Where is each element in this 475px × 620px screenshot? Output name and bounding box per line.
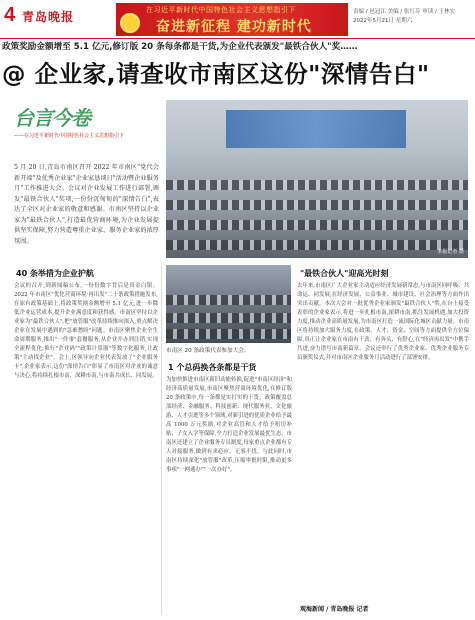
audience-row	[166, 220, 468, 230]
right-column-heading: "最铁合伙人"迎高光时刻	[300, 269, 389, 278]
editor-credits: 责编 / 邑冠江 美编 / 张红芬 审读 / 王林宏	[353, 9, 456, 15]
main-headline: @ 企业家,请查收市南区这份"深情告白"	[2, 60, 430, 88]
sub-headline: 政策奖励金额增至 5.1 亿元,修订版 20 条每条都是干货,为企业代表颁发"最铁合伙人"奖……	[2, 42, 358, 52]
audience-row	[166, 240, 468, 250]
right-column-body: 去年来,市南区广大企业家主动适应经济发展新常态,与市南区同呼吸、共命运、同发展,在经济发展、公益事业、城市建设、社会治理等方面作出突出贡献。本次大会对一批优秀企业家颁发"最铁合伙人"奖,在台上接受表彰的企业家表示,将进一步扎根市南,深耕市南,抓住发展机遇,加大投资力度,推动企业高质量发展,为市南区打造一流国际化城区贡献力量。市南区将持续加大服务力度,在政策、人才、资金、空间等方面提供全方位保障,真正让企业家在市南有干劲、有奔头、有舒心,在"经济再出发"中携手共进,奋力谱写市南新篇章。会议还举行了优秀企业家、优秀企业服务专员颁奖仪式,并对市南区企业服务月活动进行了部署安排。	[297, 283, 469, 361]
audience-row	[166, 180, 468, 190]
page-header	[0, 0, 475, 38]
middle-column-heading: 1 个总码换各条都是干货	[168, 363, 257, 372]
party-emblem-icon	[120, 13, 140, 33]
middle-column-body: 为加快推进市南区新旧动能转换,促进"市南区经济"和经济高质量发展,市南区聚焦营商环境优化,在修订版 20 条政策中,每一条都是实打实的干货。政策覆盖总部经济、金融服务、科技创新、现代服务业、文化旅游、人才引进等多个领域,对新引进的优质企业给予最高 1000 万元奖励,对企业高管和人才给予租房补贴、子女入学等保障,全力打造企业发展最优生态。市南区还建立了企业服务专员制度,每家重点企业都有专人对接服务,做到有求必应、无事不扰。与此同时,市南区持续深化"放管服"改革,压缩审批时限,推动更多事项"一网通办""一次办好"。	[166, 377, 292, 473]
photo-caption: 市南区 20 条政策代表参加大会。	[166, 348, 250, 354]
banner-title: 奋进新征程 建功新时代	[156, 19, 312, 35]
issue-date: 2022年5月21日 星期六	[353, 18, 413, 24]
photo-credit: 本报记者 摄	[437, 249, 464, 255]
secondary-photo	[166, 265, 291, 343]
editor-info	[353, 8, 455, 26]
header-divider	[0, 38, 475, 39]
banner	[116, 3, 348, 36]
byline: 观海新闻 / 青岛晚报 记者	[300, 606, 369, 613]
main-photo	[166, 100, 468, 258]
audience-row	[166, 200, 468, 210]
audience-row	[166, 329, 291, 339]
paper-name: 青岛晚报	[22, 10, 75, 24]
section-logo-subtitle: ——在习近平新时代中国特色社会主义思想指引下	[14, 133, 125, 139]
lede-paragraph: 5 月 20 日,青岛市南区召开 2022 年市南区"党代会新开端"及优秀企业家"企业家恳谈日"活动暨企业服务月"工作推进大会。会议对企业发展工作进行部署,颁发"最铁合伙人"奖项,一份份沉甸甸的"深情告白",表达了全区对企业家的敬意和感谢。市南区坚持以企业家为"最铁合伙人",打造最优营商环境,为企业发展提供坚实保障,努力营造尊重企业家、服务企业家的浓厚氛围。	[14, 164, 159, 245]
stage-screen	[226, 110, 406, 148]
audience-row	[166, 313, 291, 323]
left-column-body: 会议的召开,到新闻稿公布,一份份数字背后是真金白银。2022 年市南区"优化营商环境·再出发"二十条政策措施发布,在原有政策基础上,将政策奖励金额增至 5.1 亿元,进一步降低企业运营成本,提升企业满意度和获得感。市南区坚持以企业家为"最铁合伙人",把"放管服"改革持续推向深入,重点解决企业在发展中遇到的"急难愁盼"问题。市南区聚焦企业全生命周期服务,推出"一件事"套餐服务,从企业开办到注销,实现全流程优化;推行"企业码""政策计算器"等数字化服务,让政策"主动找企业"。会上,区领导向企业代表发放了"企业服务卡",企业家表示,这份"深情告白"彰显了市南区对企业的诚意与决心,将持续扎根市南、深耕市南,与市南共成长、同发展。	[14, 283, 158, 379]
audience-row	[166, 295, 291, 305]
column-divider	[161, 265, 162, 615]
section-logo-title: 台言今卷	[14, 106, 90, 130]
page-number: 4	[4, 4, 16, 26]
left-column-heading: 40 条举措为企业护航	[16, 269, 94, 278]
banner-subtitle: 在习近平新时代中国特色社会主义思想指引下	[146, 6, 296, 14]
